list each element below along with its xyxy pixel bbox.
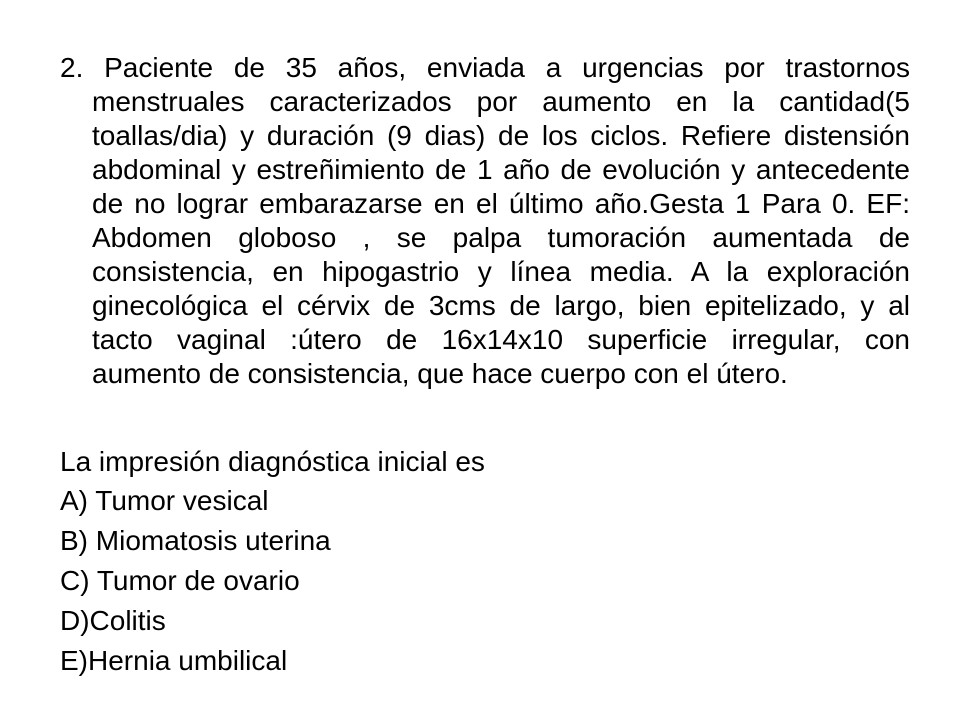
question-prompt: La impresión diagnóstica inicial es: [60, 446, 485, 477]
option-c: C) Tumor de ovario: [60, 565, 300, 596]
answer-options: [60, 484, 331, 684]
option-b: B) Miomatosis uterina: [60, 525, 331, 556]
option-a: A) Tumor vesical: [60, 485, 269, 516]
option-e: E)Hernia umbilical: [60, 645, 288, 676]
option-d: D)Colitis: [60, 605, 166, 636]
question-text: 2. Paciente de 35 años, enviada a urgencias por trastornos menstruales caracterizados por aumento en la cantidad(5 toallas/dia) y duración (9 dias) de los ciclos. Refiere distensión abdominal y estreñimiento de 1 año de evolución y antecedente de no lograr embarazarse en el último año.Gesta 1 Para 0. EF: Abdomen globoso , se palpa tumoración aumentada de consistencia, en hipogastrio y línea media. A la exploración ginecológica el cérvix de 3cms de largo, bien epitelizado, y al tacto vaginal :útero de 16x14x10 superficie irregular, con aumento de consistencia, que hace cuerpo con el útero.: [60, 52, 910, 389]
